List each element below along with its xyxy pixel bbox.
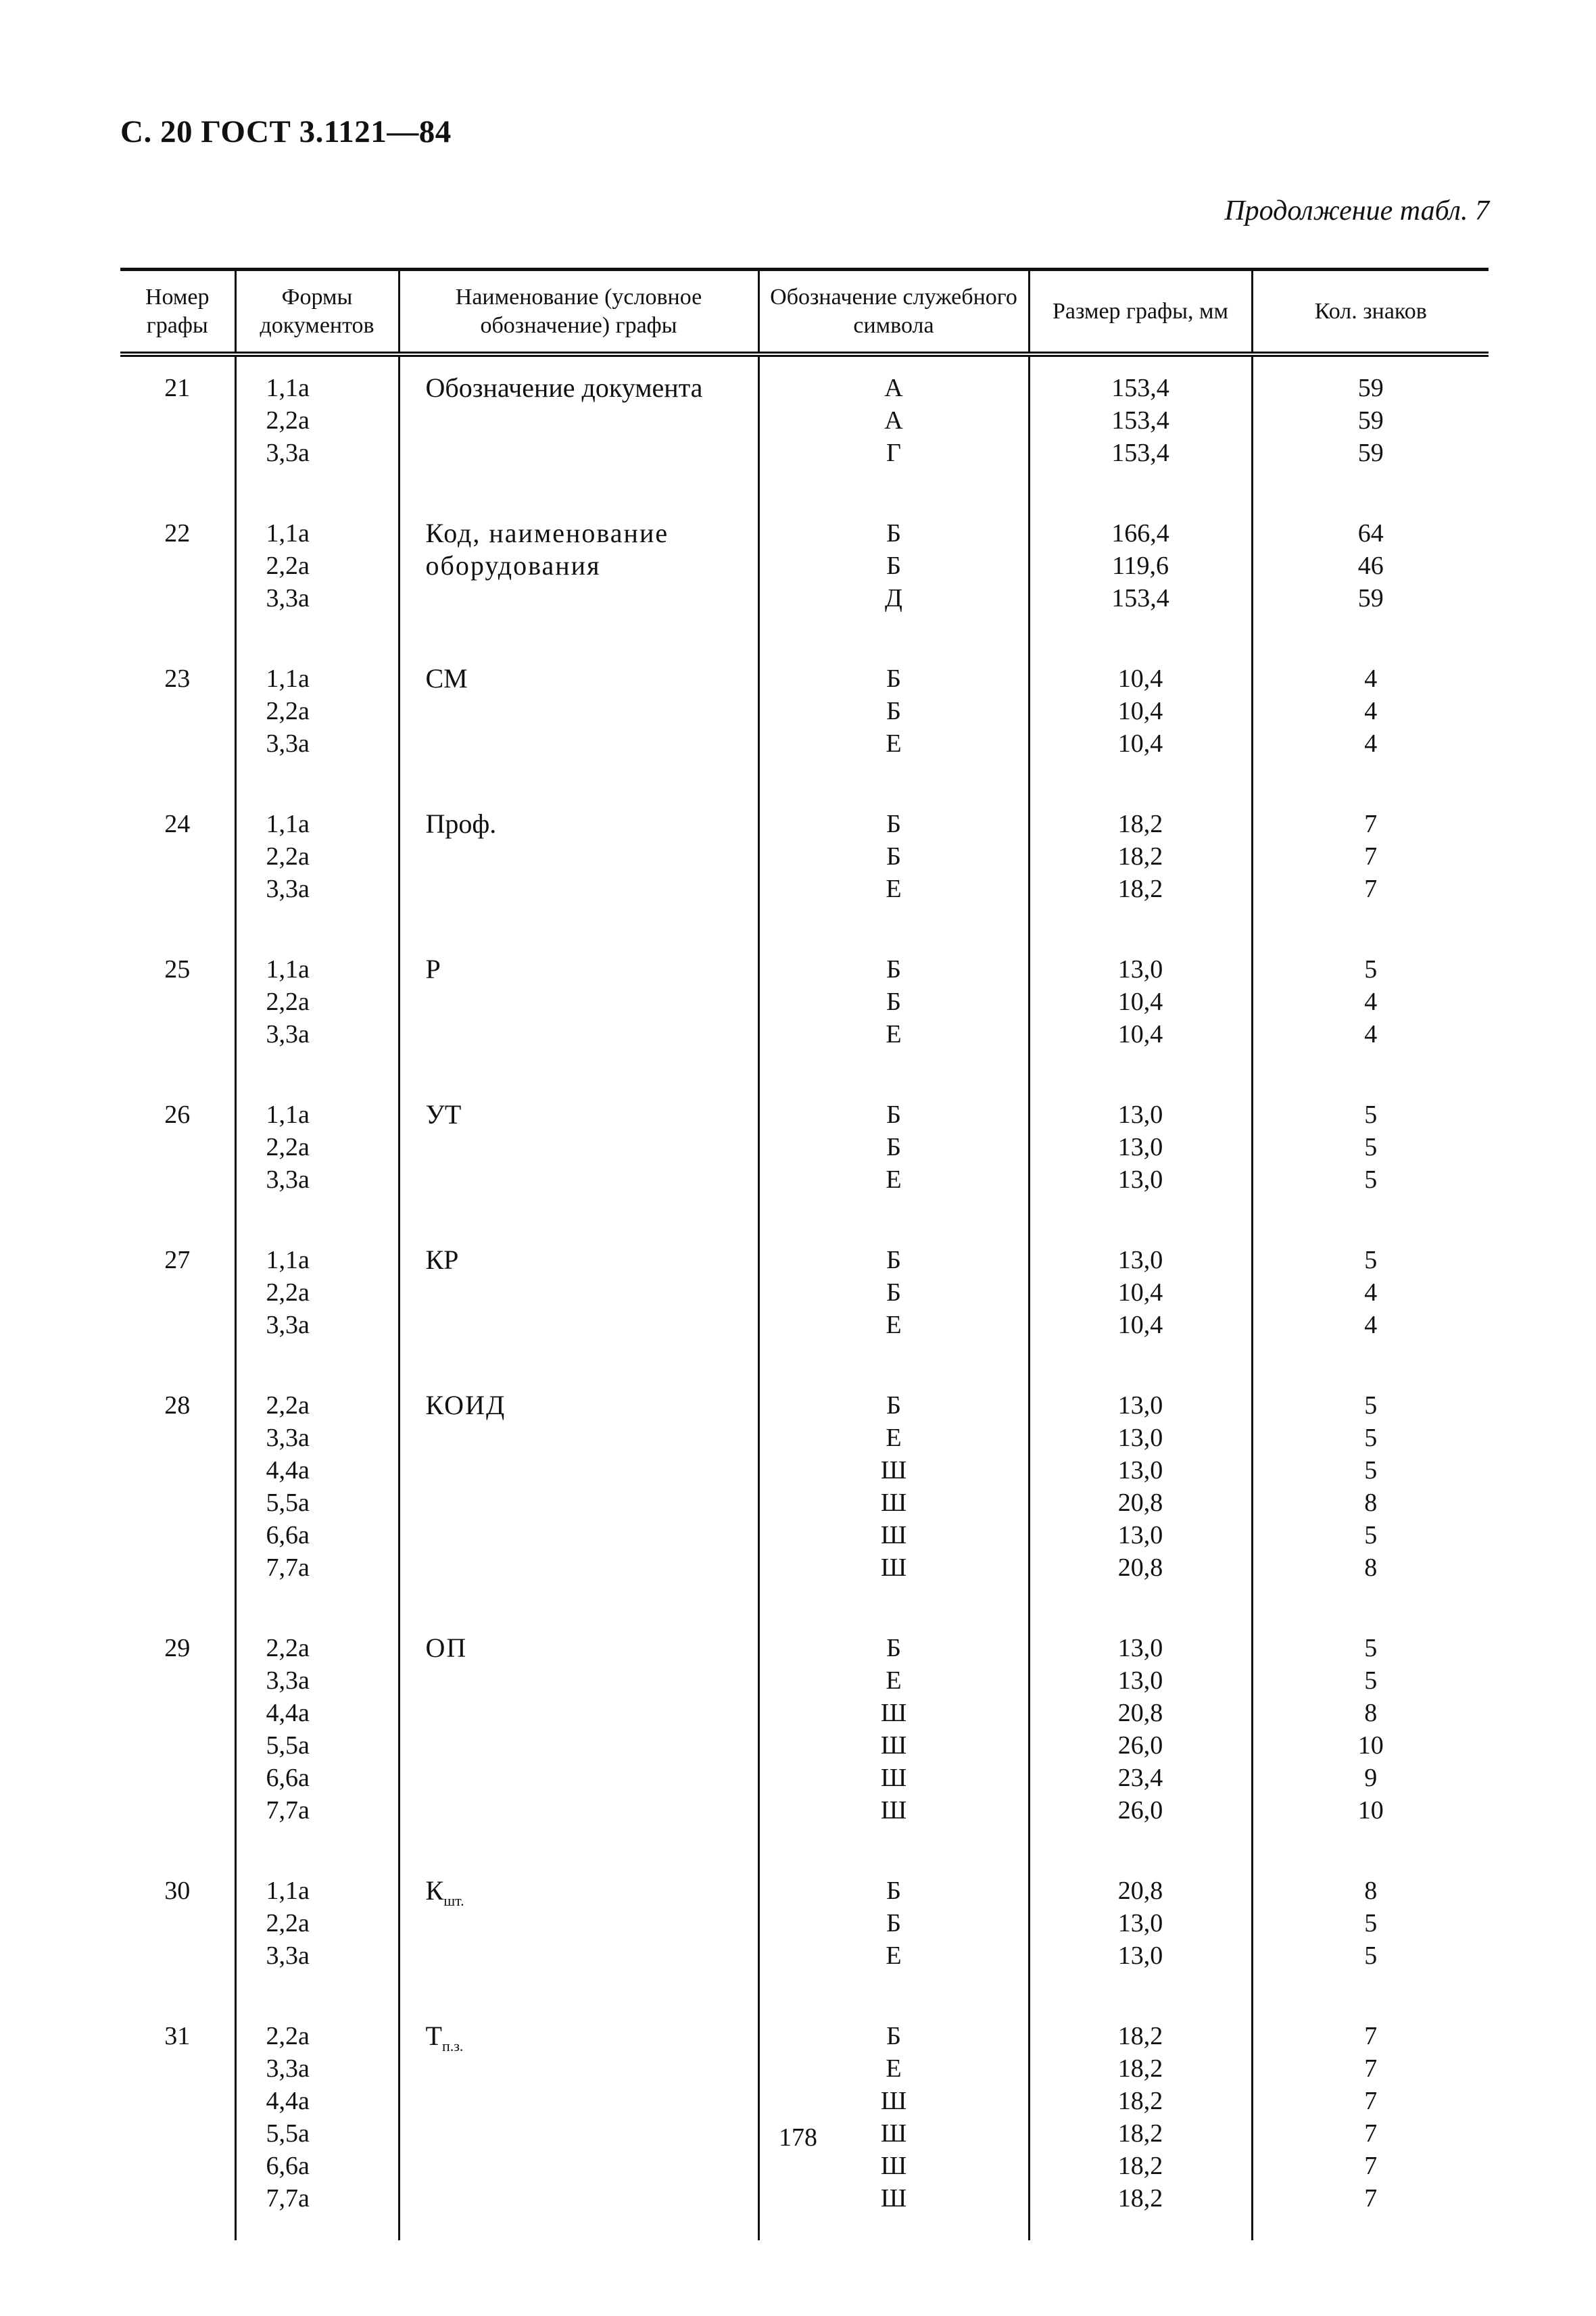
- column-size-value: 153,4: [1111, 439, 1169, 467]
- char-count-value: 4: [1364, 729, 1378, 758]
- column-size-cell: [1029, 793, 1252, 938]
- column-size-value: 13,0: [1117, 1456, 1163, 1485]
- header-column-name: Наименование (условное обозначение) графы: [399, 270, 758, 355]
- document-form-value: 2,2а: [266, 406, 310, 435]
- table-row: [120, 502, 1489, 648]
- header-document-forms: Формы документов: [235, 270, 399, 355]
- column-size-value: 10,4: [1117, 1278, 1163, 1307]
- char-count-cell: [1252, 1084, 1489, 1229]
- column-size-value: 26,0: [1117, 1796, 1163, 1825]
- column-size-value: 13,0: [1117, 1133, 1163, 1161]
- document-form-value: 3,3а: [266, 1666, 310, 1695]
- column-size-value: 10,4: [1117, 665, 1163, 693]
- column-size-cell: [1029, 1860, 1252, 2005]
- document-forms-cell: [235, 648, 399, 793]
- column-size-value: 18,2: [1117, 2087, 1163, 2115]
- column-number-cell: 29: [164, 1634, 191, 1662]
- column-name-text: Р: [425, 954, 441, 984]
- char-count-value: 8: [1364, 1877, 1378, 1905]
- column-name-text: Проф.: [425, 809, 497, 839]
- column-name-text: Т: [425, 2021, 442, 2051]
- document-form-value: 3,3а: [266, 875, 310, 903]
- document-forms-cell: [235, 1229, 399, 1374]
- char-count-value: 5: [1364, 1521, 1378, 1549]
- service-symbol-value: Б: [886, 842, 901, 871]
- column-size-value: 166,4: [1111, 519, 1169, 548]
- document-forms-cell: [235, 502, 399, 648]
- service-symbol-value: Б: [886, 2022, 901, 2050]
- column-number-cell: 27: [164, 1246, 191, 1274]
- table-continuation-label: Продолжение табл. 7: [1224, 195, 1489, 226]
- char-count-cell: [1252, 1860, 1489, 2005]
- char-count-value: 5: [1364, 1133, 1378, 1161]
- column-size-value: 13,0: [1117, 1165, 1163, 1194]
- document-form-value: 3,3а: [266, 1424, 310, 1452]
- column-number-cell: 24: [164, 810, 191, 838]
- service-symbol-value: Ш: [880, 1731, 907, 1760]
- service-symbol-value: Ш: [880, 2119, 907, 2148]
- document-form-value: 4,4а: [266, 2087, 310, 2115]
- table-row: [120, 648, 1489, 793]
- document-form-value: 7,7а: [266, 1553, 310, 1582]
- document-form-value: 1,1а: [266, 1101, 310, 1129]
- service-symbol-value: Б: [886, 552, 901, 580]
- char-count-value: 4: [1364, 665, 1378, 693]
- char-count-value: 7: [1364, 2054, 1378, 2083]
- char-count-value: 8: [1364, 1699, 1378, 1727]
- service-symbol-value: Б: [886, 697, 901, 725]
- document-form-value: 3,3а: [266, 1165, 310, 1194]
- document-form-value: 1,1а: [266, 955, 310, 984]
- service-symbol-value: Е: [886, 875, 902, 903]
- service-symbol-cell: [758, 1860, 1029, 2005]
- column-name-text: КР: [425, 1245, 459, 1275]
- service-symbol-cell: [758, 502, 1029, 648]
- document-form-value: 2,2а: [266, 1634, 310, 1662]
- document-form-value: 5,5а: [266, 1489, 310, 1517]
- column-size-cell: [1029, 354, 1252, 502]
- column-number-cell: 22: [164, 519, 191, 548]
- service-symbol-value: Б: [886, 988, 901, 1016]
- column-name-cell: [399, 1860, 758, 2005]
- char-count-value: 4: [1364, 1020, 1378, 1048]
- service-symbol-value: Ш: [880, 1489, 907, 1517]
- page-number: 178: [779, 2123, 817, 2152]
- service-symbol-value: Б: [886, 1909, 901, 1937]
- char-count-value: 59: [1357, 584, 1384, 612]
- document-form-value: 6,6а: [266, 1764, 310, 1792]
- column-name-cell: [399, 1229, 758, 1374]
- document-form-value: 2,2а: [266, 697, 310, 725]
- service-symbol-value: Е: [886, 1941, 902, 1970]
- service-symbol-value: Г: [886, 439, 901, 467]
- service-symbol-value: Б: [886, 1101, 901, 1129]
- parameters-table: [120, 268, 1489, 2240]
- document-form-value: 1,1а: [266, 810, 310, 838]
- document-form-value: 2,2а: [266, 2022, 310, 2050]
- char-count-value: 5: [1364, 1165, 1378, 1194]
- char-count-value: 5: [1364, 1101, 1378, 1129]
- document-form-value: 3,3а: [266, 2054, 310, 2083]
- document-form-value: 3,3а: [266, 1020, 310, 1048]
- document-forms-cell: [235, 793, 399, 938]
- column-name-cell: [399, 1374, 758, 1617]
- column-size-value: 26,0: [1117, 1731, 1163, 1760]
- column-size-value: 20,8: [1117, 1699, 1163, 1727]
- column-size-cell: [1029, 648, 1252, 793]
- service-symbol-value: Е: [886, 1165, 902, 1194]
- service-symbol-value: Б: [886, 665, 901, 693]
- table-header: [120, 270, 1489, 355]
- char-count-value: 5: [1364, 1941, 1378, 1970]
- service-symbol-value: Ш: [880, 1764, 907, 1792]
- service-symbol-value: Б: [886, 1877, 901, 1905]
- column-name-text: СМ: [425, 663, 468, 694]
- column-name-cell: [399, 1084, 758, 1229]
- column-size-value: 18,2: [1117, 2184, 1163, 2213]
- column-name-text: Код, наименование оборудования: [425, 518, 669, 581]
- service-symbol-value: Б: [886, 1246, 901, 1274]
- service-symbol-cell: [758, 1617, 1029, 1860]
- char-count-value: 9: [1364, 1764, 1378, 1792]
- column-name-text: УТ: [425, 1099, 462, 1130]
- column-size-value: 153,4: [1111, 374, 1169, 402]
- char-count-value: 59: [1357, 439, 1384, 467]
- column-size-cell: [1029, 1084, 1252, 1229]
- char-count-cell: [1252, 1229, 1489, 1374]
- column-number-cell: 31: [164, 2022, 191, 2050]
- column-size-cell: [1029, 502, 1252, 648]
- column-size-value: 13,0: [1117, 1941, 1163, 1970]
- column-size-value: 20,8: [1117, 1489, 1163, 1517]
- table-row: [120, 354, 1489, 502]
- char-count-value: 7: [1364, 2184, 1378, 2213]
- service-symbol-cell: [758, 648, 1029, 793]
- service-symbol-value: Ш: [880, 2087, 907, 2115]
- char-count-value: 5: [1364, 955, 1378, 984]
- char-count-value: 5: [1364, 1246, 1378, 1274]
- document-form-value: 5,5а: [266, 2119, 310, 2148]
- char-count-value: 7: [1364, 842, 1378, 871]
- column-size-value: 13,0: [1117, 1909, 1163, 1937]
- char-count-value: 59: [1357, 406, 1384, 435]
- column-name-subscript: п.з.: [441, 2037, 464, 2054]
- char-count-cell: [1252, 502, 1489, 648]
- service-symbol-value: Е: [886, 1020, 902, 1048]
- column-size-value: 10,4: [1117, 1311, 1163, 1339]
- char-count-cell: [1252, 938, 1489, 1084]
- service-symbol-value: Б: [886, 1391, 901, 1420]
- char-count-value: 5: [1364, 1634, 1378, 1662]
- document-form-value: 2,2а: [266, 842, 310, 871]
- column-size-cell: [1029, 1617, 1252, 1860]
- char-count-value: 7: [1364, 2022, 1378, 2050]
- column-size-value: 10,4: [1117, 988, 1163, 1016]
- document-form-value: 3,3а: [266, 439, 310, 467]
- header-column-size: Размер графы, мм: [1029, 270, 1252, 355]
- document-form-value: 3,3а: [266, 1311, 310, 1339]
- service-symbol-value: Е: [886, 1311, 902, 1339]
- column-name-cell: [399, 793, 758, 938]
- char-count-value: 64: [1357, 519, 1384, 548]
- table-row: [120, 1084, 1489, 1229]
- service-symbol-cell: [758, 938, 1029, 1084]
- char-count-value: 4: [1364, 1278, 1378, 1307]
- column-name-cell: [399, 502, 758, 648]
- column-number-cell: 26: [164, 1101, 191, 1129]
- table-row: [120, 938, 1489, 1084]
- table-row: [120, 1860, 1489, 2005]
- page-header: С. 20 ГОСТ 3.1121—84: [120, 114, 452, 149]
- document-form-value: 1,1а: [266, 1877, 310, 1905]
- service-symbol-value: Б: [886, 1133, 901, 1161]
- column-size-value: 13,0: [1117, 1424, 1163, 1452]
- service-symbol-value: Ш: [880, 1796, 907, 1825]
- column-size-value: 13,0: [1117, 1101, 1163, 1129]
- document-form-value: 1,1а: [266, 665, 310, 693]
- column-size-value: 18,2: [1117, 2022, 1163, 2050]
- column-size-value: 18,2: [1117, 2119, 1163, 2148]
- char-count-value: 8: [1364, 1489, 1378, 1517]
- column-size-value: 18,2: [1117, 2054, 1163, 2083]
- document-forms-cell: [235, 1617, 399, 1860]
- column-size-value: 13,0: [1117, 1666, 1163, 1695]
- column-size-value: 18,2: [1117, 875, 1163, 903]
- char-count-cell: [1252, 648, 1489, 793]
- service-symbol-value: Е: [886, 729, 902, 758]
- column-size-value: 13,0: [1117, 1521, 1163, 1549]
- service-symbol-value: Б: [886, 519, 901, 548]
- column-number-cell: 30: [164, 1877, 191, 1905]
- column-size-value: 18,2: [1117, 842, 1163, 871]
- column-size-cell: [1029, 1229, 1252, 1374]
- document-form-value: 3,3а: [266, 584, 310, 612]
- char-count-value: 5: [1364, 1424, 1378, 1452]
- column-name-text: ОП: [425, 1633, 468, 1663]
- header-char-count: Кол. знаков: [1252, 270, 1489, 355]
- char-count-cell: [1252, 1617, 1489, 1860]
- document-form-value: 2,2а: [266, 1278, 310, 1307]
- char-count-value: 59: [1357, 374, 1384, 402]
- char-count-value: 8: [1364, 1553, 1378, 1582]
- table-row: [120, 1617, 1489, 1860]
- service-symbol-value: Ш: [880, 1521, 907, 1549]
- document-form-value: 7,7а: [266, 1796, 310, 1825]
- document-form-value: 6,6а: [266, 2152, 310, 2180]
- document-form-value: 3,3а: [266, 729, 310, 758]
- document-forms-cell: [235, 354, 399, 502]
- table-row: [120, 1229, 1489, 1374]
- column-name-cell: [399, 938, 758, 1084]
- service-symbol-value: Б: [886, 955, 901, 984]
- char-count-value: 7: [1364, 2152, 1378, 2180]
- column-size-value: 10,4: [1117, 1020, 1163, 1048]
- column-number-cell: 23: [164, 665, 191, 693]
- table-header-row: [120, 270, 1489, 355]
- document-forms-cell: [235, 1084, 399, 1229]
- char-count-value: 5: [1364, 1666, 1378, 1695]
- document-form-value: 1,1а: [266, 1246, 310, 1274]
- service-symbol-cell: [758, 354, 1029, 502]
- char-count-value: 10: [1357, 1731, 1384, 1760]
- document-form-value: 7,7а: [266, 2184, 310, 2213]
- service-symbol-cell: [758, 793, 1029, 938]
- column-size-value: 153,4: [1111, 584, 1169, 612]
- service-symbol-value: Е: [886, 1424, 902, 1452]
- service-symbol-value: А: [884, 406, 903, 435]
- service-symbol-value: Ш: [880, 2152, 907, 2180]
- char-count-value: 4: [1364, 988, 1378, 1016]
- char-count-value: 5: [1364, 1909, 1378, 1937]
- column-name-text: КОИД: [425, 1390, 506, 1420]
- char-count-cell: [1252, 1374, 1489, 1617]
- document-forms-cell: [235, 938, 399, 1084]
- column-name-cell: [399, 648, 758, 793]
- document-form-value: 4,4а: [266, 1699, 310, 1727]
- char-count-value: 46: [1357, 552, 1384, 580]
- column-size-value: 13,0: [1117, 1246, 1163, 1274]
- service-symbol-value: Ш: [880, 1553, 907, 1582]
- service-symbol-cell: [758, 1374, 1029, 1617]
- service-symbol-value: Б: [886, 810, 901, 838]
- column-number-cell: 28: [164, 1391, 191, 1420]
- document-form-value: 5,5а: [266, 1731, 310, 1760]
- table-row: [120, 793, 1489, 938]
- char-count-value: 5: [1364, 1391, 1378, 1420]
- column-size-value: 13,0: [1117, 1634, 1163, 1662]
- document-form-value: 2,2а: [266, 988, 310, 1016]
- document-form-value: 4,4а: [266, 1456, 310, 1485]
- char-count-cell: [1252, 793, 1489, 938]
- column-name-cell: [399, 1617, 758, 1860]
- service-symbol-value: Е: [886, 2054, 902, 2083]
- service-symbol-value: Ш: [880, 1456, 907, 1485]
- service-symbol-value: Е: [886, 1666, 902, 1695]
- column-size-cell: [1029, 938, 1252, 1084]
- char-count-value: 7: [1364, 810, 1378, 838]
- document-form-value: 2,2а: [266, 552, 310, 580]
- column-size-value: 119,6: [1111, 552, 1169, 580]
- document-form-value: 2,2а: [266, 1909, 310, 1937]
- service-symbol-value: А: [884, 374, 903, 402]
- column-number-cell: 21: [164, 374, 191, 402]
- column-number-cell: 25: [164, 955, 191, 984]
- column-name-text: К: [425, 1875, 444, 1906]
- char-count-value: 4: [1364, 697, 1378, 725]
- header-column-number: Номер графы: [120, 270, 235, 355]
- document-form-value: 2,2а: [266, 1133, 310, 1161]
- char-count-value: 7: [1364, 2119, 1378, 2148]
- column-name-subscript: шт.: [443, 1892, 464, 1909]
- service-symbol-value: Б: [886, 1278, 901, 1307]
- document-form-value: 1,1а: [266, 519, 310, 548]
- column-size-value: 18,2: [1117, 810, 1163, 838]
- column-size-value: 13,0: [1117, 955, 1163, 984]
- column-size-value: 18,2: [1117, 2152, 1163, 2180]
- char-count-value: 7: [1364, 875, 1378, 903]
- document-forms-cell: [235, 1860, 399, 2005]
- document-form-value: 1,1а: [266, 374, 310, 402]
- column-size-value: 20,8: [1117, 1553, 1163, 1582]
- char-count-value: 7: [1364, 2087, 1378, 2115]
- column-size-value: 13,0: [1117, 1391, 1163, 1420]
- document-form-value: 3,3а: [266, 1941, 310, 1970]
- column-size-value: 10,4: [1117, 697, 1163, 725]
- column-size-value: 20,8: [1117, 1877, 1163, 1905]
- table-row: [120, 1374, 1489, 1617]
- service-symbol-value: Ш: [880, 1699, 907, 1727]
- column-size-cell: [1029, 1374, 1252, 1617]
- column-size-value: 10,4: [1117, 729, 1163, 758]
- column-name-text: Обозначение документа: [425, 372, 703, 403]
- char-count-value: 10: [1357, 1796, 1384, 1825]
- column-size-value: 153,4: [1111, 406, 1169, 435]
- document-form-value: 2,2а: [266, 1391, 310, 1420]
- header-service-symbol: Обозначение служебного символа: [758, 270, 1029, 355]
- char-count-value: 4: [1364, 1311, 1378, 1339]
- service-symbol-value: Ш: [880, 2184, 907, 2213]
- column-size-value: 23,4: [1117, 1764, 1163, 1792]
- column-name-cell: [399, 354, 758, 502]
- service-symbol-value: Б: [886, 1634, 901, 1662]
- service-symbol-cell: [758, 1229, 1029, 1374]
- service-symbol-value: Д: [885, 584, 902, 612]
- document-forms-cell: [235, 1374, 399, 1617]
- service-symbol-cell: [758, 1084, 1029, 1229]
- document-form-value: 6,6а: [266, 1521, 310, 1549]
- table-body: [120, 354, 1489, 2240]
- char-count-value: 5: [1364, 1456, 1378, 1485]
- char-count-cell: [1252, 354, 1489, 502]
